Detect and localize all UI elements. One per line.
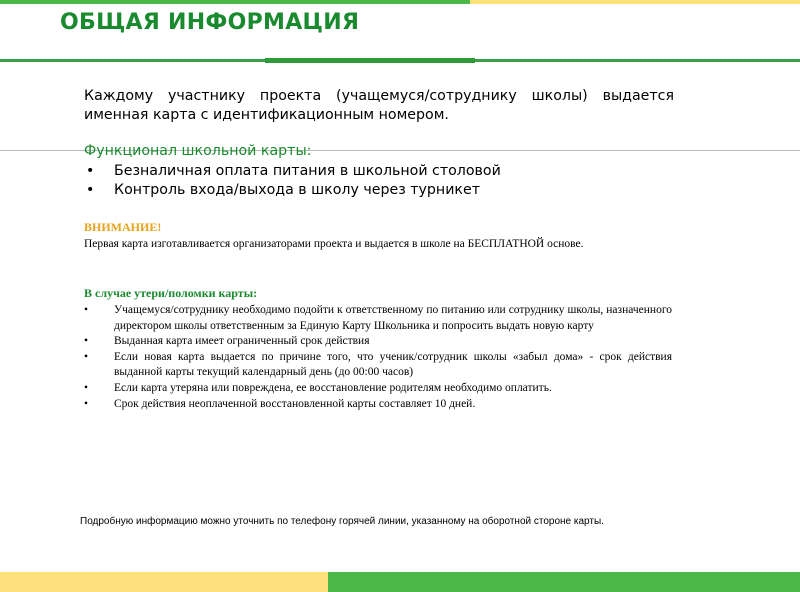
functional-heading: Функционал школьной карты: [84,143,312,159]
list-item-text: Выданная карта имеет ограниченный срок действия [114,335,370,348]
bullet-icon: • [84,350,89,363]
bullet-icon: • [84,397,89,410]
intro-paragraph: Каждому участнику проекта (учащемуся/сотруднику школы) выдается именная карта с идентификационным номером. [84,88,674,123]
list-item-text: Если карта утеряна или повреждена, ее восстановление родителям необходимо оплатить. [114,381,552,394]
list-item [84,397,672,413]
footer-note: Подробную информацию можно уточнить по телефону горячей линии, указанному на оборотной стороне карты. [80,516,604,527]
list-item-text: Учащемуся/сотруднику необходимо подойти к ответственному по питанию или сотруднику школы, назначенного директором школы ответственным за Единую Карту Школьника и попросить выдать новую карту [114,304,672,332]
list-item-text: Безналичная оплата питания в школьной столовой [114,163,501,179]
list-item [84,381,672,397]
list-item [84,303,672,334]
page-title: ОБЩАЯ ИНФОРМАЦИЯ [60,10,360,35]
list-item [84,350,672,381]
bullet-icon: • [84,304,89,316]
list-item [84,334,672,350]
list-item-text: Если новая карта выдается по причине того, что ученик/сотрудник школы «забыл дома» - срок действия выданной карты текущий календарный день (до 00:00 часов) [114,350,672,379]
attention-paragraph: Первая карта изготавливается организаторами проекта и выдается в школе на БЕСПЛАТНОЙ основе. [84,238,584,250]
top-green-stripe [0,0,470,4]
bullet-icon: • [86,182,95,198]
functional-list [84,162,684,200]
top-yellow-stripe [470,0,800,4]
loss-list [84,303,672,412]
bullet-icon: • [84,335,89,348]
bottom-yellow-stripe [0,572,328,592]
list-item-text: Срок действия неоплаченной восстановленной карты составляет 10 дней. [114,397,476,410]
bullet-icon: • [86,163,95,179]
list-item [84,162,684,181]
attention-heading: ВНИМАНИЕ! [84,220,162,234]
list-item [84,181,684,200]
loss-heading: В случае утери/поломки карты: [84,286,258,300]
bullet-icon: • [84,381,89,394]
title-underline-accent [265,58,475,63]
bottom-green-stripe [328,572,800,592]
list-item-text: Контроль входа/выхода в школу через турникет [114,182,480,198]
